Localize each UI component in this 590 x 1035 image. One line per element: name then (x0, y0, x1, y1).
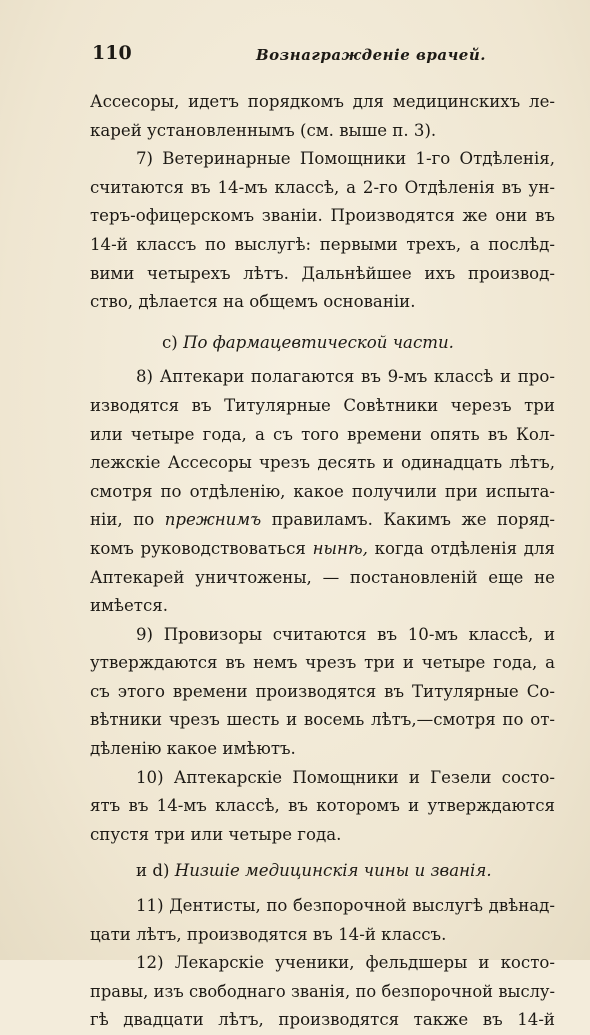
paragraph-10-first-line: 10) Аптекарскіе Помощники и Гезели состо- (136, 767, 555, 787)
text-line: правы, изъ свободнаго званія, по безпорочной выслу- (90, 981, 555, 1001)
section-title: По фармацевтической части. (183, 332, 454, 352)
paragraph-11-first-line: 11) Дентисты, по безпорочной выслугѣ двѣнад- (136, 896, 555, 916)
text-line: гѣ двадцати лѣтъ, производятся также въ 14-й (90, 1010, 555, 1030)
text-line: вими четырехъ лѣтъ. Дальнѣйшее ихъ производ- (90, 263, 555, 283)
page-number: 110 (92, 42, 132, 64)
text-line: Ассесоры, идетъ порядкомъ для медицинскихъ ле- (90, 92, 555, 111)
text-run: правиламъ. Какимъ же поряд- (271, 510, 555, 530)
text-line: цати лѣтъ, производятся въ 14-й классъ. (90, 924, 447, 944)
page-header (92, 40, 552, 70)
text-line (90, 535, 555, 564)
running-title: Вознагражденіе врачей. (256, 46, 486, 64)
text-line: вѣтники чрезъ шесть и восемь лѣтъ,—смотря по от- (90, 710, 555, 730)
text-line: ятъ въ 14-мъ классѣ, въ которомъ и утверждаются (90, 796, 555, 816)
text-line: спустя три или четыре года. (90, 824, 342, 844)
text-line: или четыре года, а съ того времени опять въ Кол- (90, 424, 555, 444)
text-line: карей установленнымъ (см. выше п. 3). (90, 120, 437, 140)
text-line: считаются въ 14-мъ классѣ, а 2-го Отдѣленія въ ун- (90, 177, 555, 197)
text-line: Аптекарей уничтожены, — постановленій еще не (90, 567, 555, 587)
text-line: смотря по отдѣленію, какое получили при испыта- (90, 481, 555, 501)
paragraph-12-first-line: 12) Лекарскіе ученики, фельдшеры и косто- (136, 953, 555, 973)
text-line: изводятся въ Титулярные Совѣтники черезъ три (90, 395, 555, 415)
italic-emphasis: нынѣ, (312, 538, 368, 558)
text-line: имѣется. (90, 596, 169, 616)
text-run: ніи, по (90, 510, 155, 530)
section-marker: c) (162, 332, 178, 352)
italic-emphasis: прежнимъ (164, 510, 262, 530)
text-line: утверждаются въ немъ чрезъ три и четыре года, а (90, 653, 555, 673)
text-line: съ этого времени производятся въ Титулярные Со- (90, 681, 555, 701)
text-line: лежскіе Ассесоры чрезъ десять и одинадцать лѣтъ, (90, 453, 555, 473)
text-line: ство, дѣлается на общемъ основаніи. (90, 292, 416, 312)
section-heading-d (90, 857, 555, 886)
text-run: комъ руководствоваться (90, 538, 306, 558)
paragraph-7-first-line: 7) Ветеринарные Помощники 1-го Отдѣленія, (136, 149, 555, 169)
paragraph-8-first-line: 8) Аптекари полагаются въ 9-мъ классѣ и про- (136, 367, 555, 387)
page-body (90, 88, 555, 1035)
text-line (90, 506, 555, 535)
section-title: Низшіе медицинскія чины и званія. (174, 861, 492, 881)
section-marker: и d) (136, 861, 170, 881)
paragraph-9-first-line: 9) Провизоры считаются въ 10-мъ классѣ, и (136, 624, 555, 644)
text-run: когда отдѣленія для (374, 538, 555, 558)
text-line: теръ-офицерскомъ званіи. Производятся же они въ (90, 206, 555, 226)
text-line: дѣленію какое имѣютъ. (90, 739, 296, 759)
section-heading-c (90, 329, 555, 358)
text-line: 14-й классъ по выслугѣ: первыми трехъ, а послѣд- (90, 234, 555, 254)
